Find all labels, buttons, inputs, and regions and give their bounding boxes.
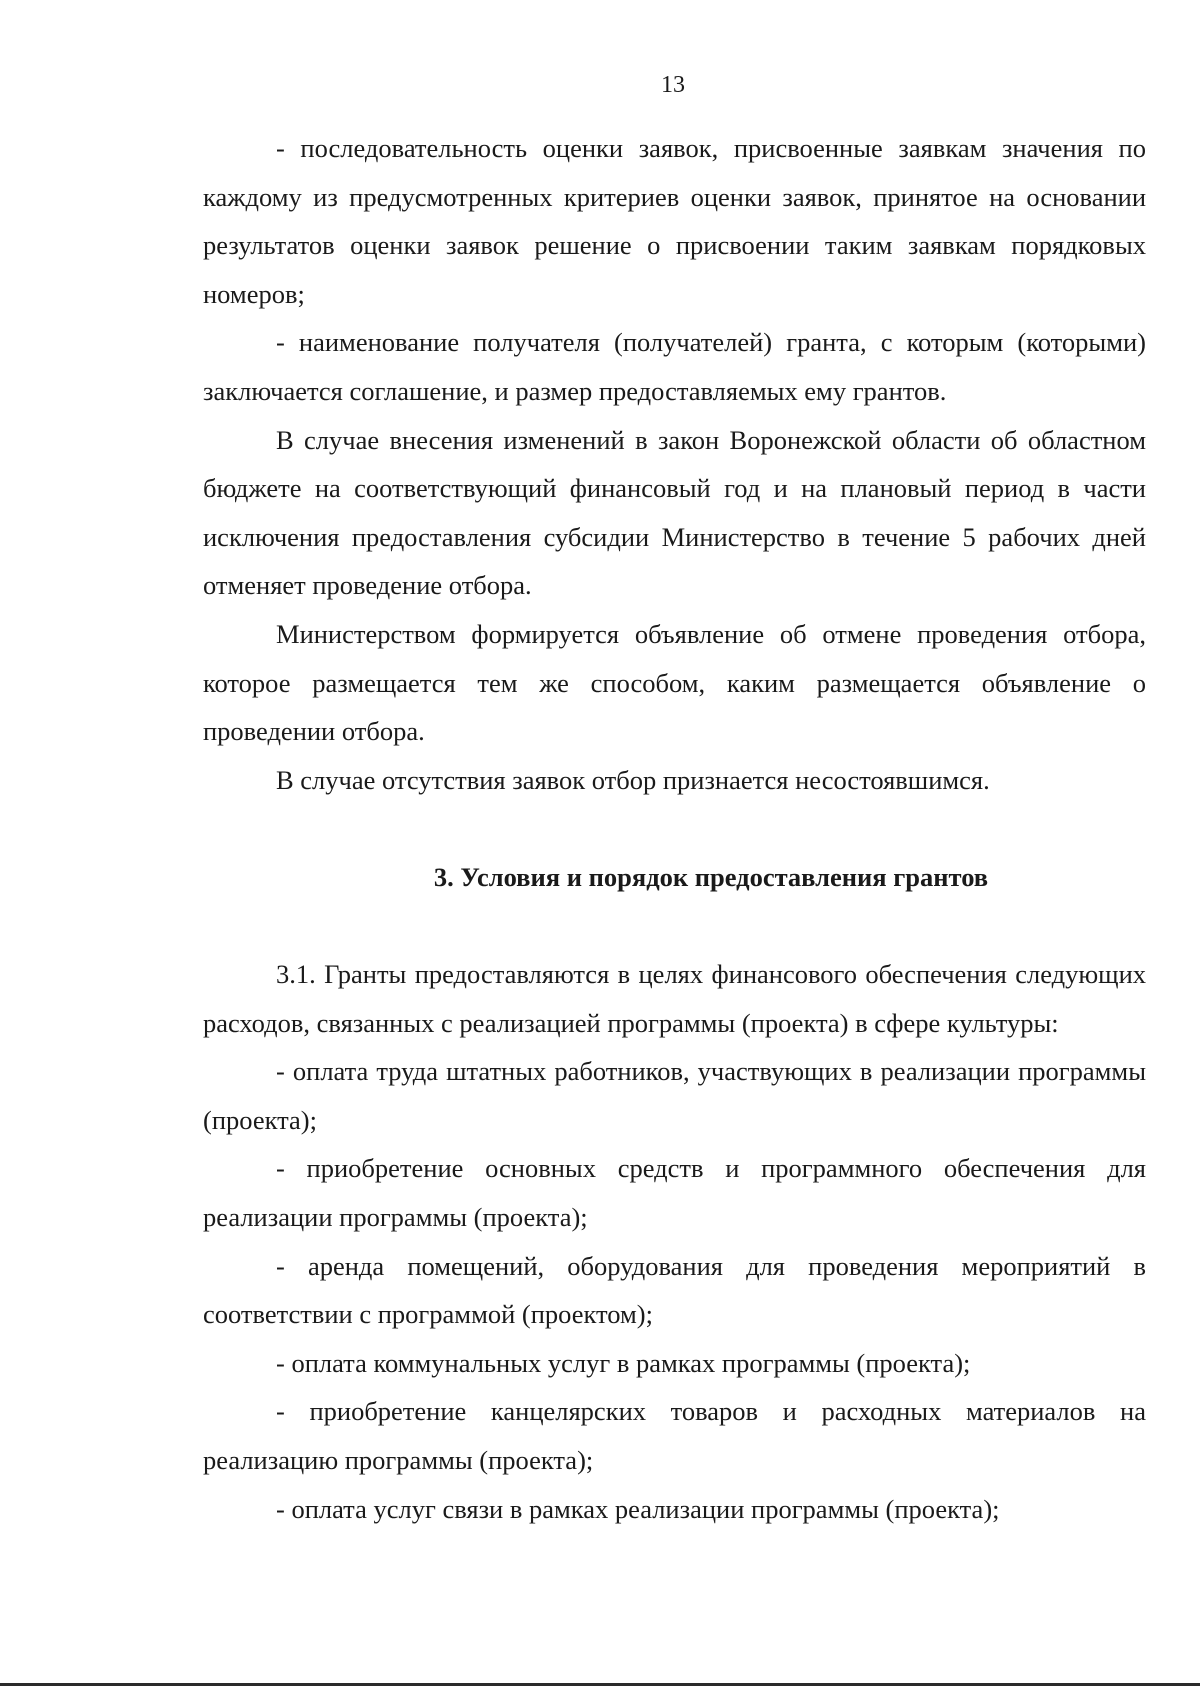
- list-item-fixed-assets: - приобретение основных средств и программного обеспечения для реализации программы (проекта);: [203, 1153, 1146, 1233]
- paragraph-budget-changes: В случае внесения изменений в закон Воронежской области об областном бюджете на соответствующий финансовый год и на плановый период в части исключения предоставления субсидии Министерство в течение 5 рабочих дней отменяет проведение отбора.: [203, 424, 1146, 601]
- list-item-communication: - оплата услуг связи в рамках реализации программы (проекта);: [276, 1493, 1000, 1524]
- paragraph-grant-recipient: - наименование получателя (получателей) гранта, с которым (которыми) заключается соглашение, и размер предоставляемых ему грантов.: [203, 327, 1146, 406]
- list-item-staff-pay: - оплата труда штатных работников, участвующих в реализации программы (проекта);: [203, 1056, 1146, 1135]
- spacer: [203, 902, 1146, 951]
- list-item-rent: - аренда помещений, оборудования для проведения мероприятий в соответствии с программой (проектом);: [203, 1250, 1146, 1330]
- paragraph-evaluation-sequence: - последовательность оценки заявок, присвоенные заявкам значения по каждому из предусмотренных критериев оценки заявок, принятое на основании результатов оценки заявок решение о присвоении таким заявкам порядковых номеров;: [203, 133, 1146, 309]
- page-number: 13: [661, 72, 685, 98]
- paragraph-no-applications: В случае отсутствия заявок отбор признается несостоявшимся.: [276, 764, 990, 795]
- section-heading: 3. Условия и порядок предоставления грантов: [433, 861, 989, 892]
- list-item-utilities: - оплата коммунальных услуг в рамках программы (проекта);: [276, 1347, 971, 1378]
- paragraph-grant-purposes: 3.1. Гранты предоставляются в целях финансового обеспечения следующих расходов, связанных с реализацией программы (проекта) в сфере культуры:: [203, 959, 1146, 1038]
- list-item-office-supplies: - приобретение канцелярских товаров и расходных материалов на реализацию программы (проекта);: [203, 1396, 1146, 1476]
- document-body: [203, 124, 1146, 1533]
- bottom-scan-edge: [0, 1683, 1200, 1686]
- spacer: [203, 804, 1146, 853]
- paragraph-cancellation-notice: Министерством формируется объявление об отмене проведения отбора, которое размещается тем же способом, каким размещается объявление о проведении отбора.: [203, 618, 1146, 747]
